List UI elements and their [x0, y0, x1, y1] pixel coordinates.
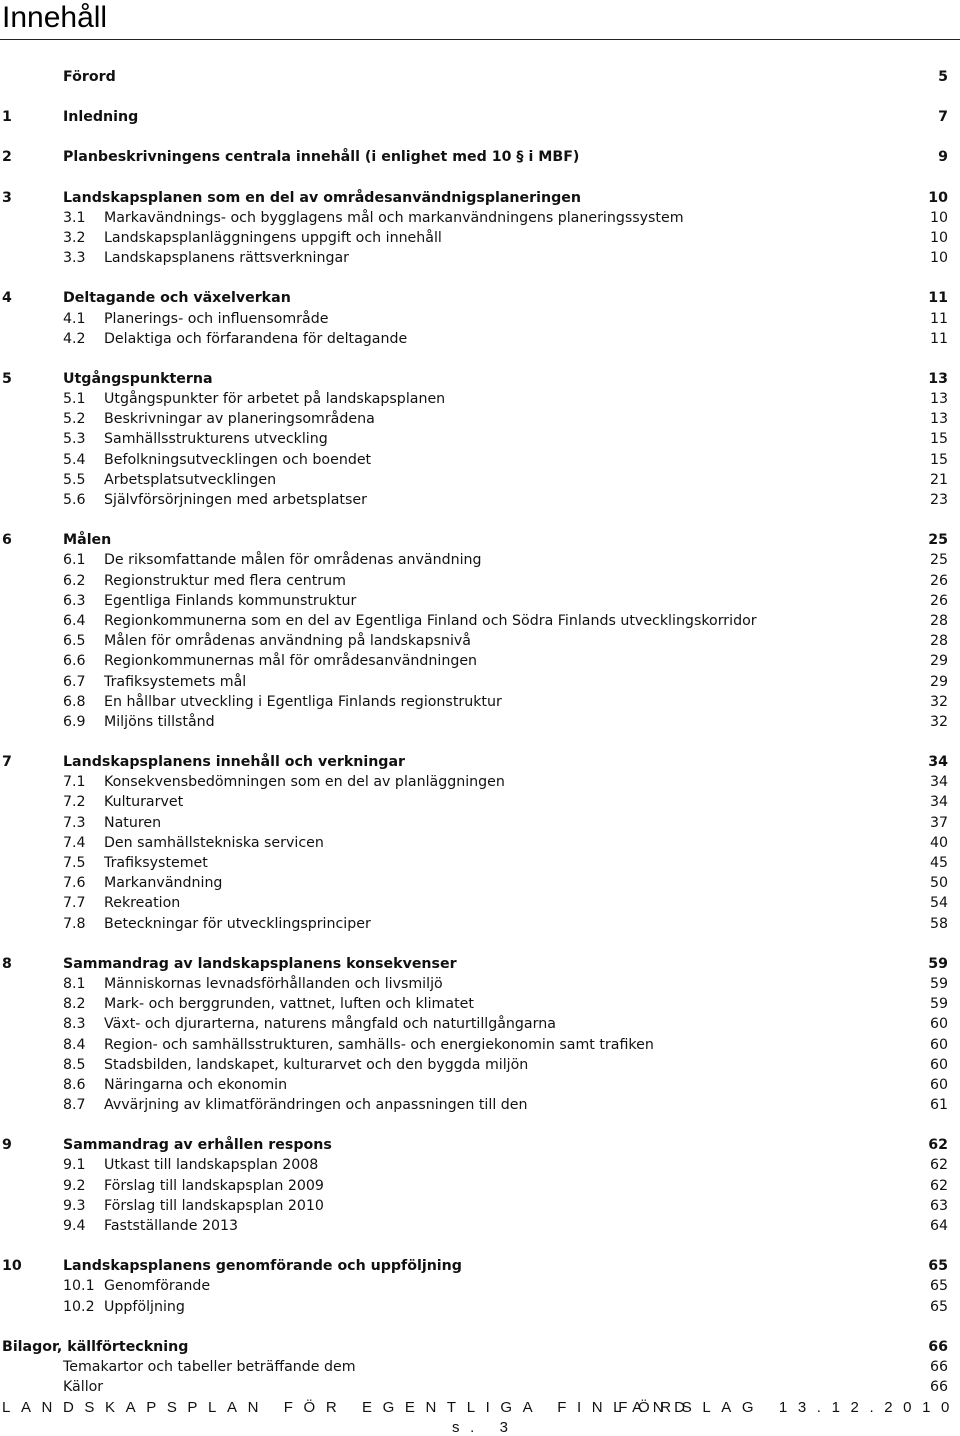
toc-entry-page: 66 — [928, 1338, 948, 1355]
toc-entry-title: Planbeskrivningens centrala innehåll (i enlighet med 10 § i MBF) — [63, 149, 580, 166]
toc-entry-title: Landskapsplanens rättsverkningar — [104, 250, 349, 267]
toc-entry-number: 6 — [2, 532, 12, 549]
toc-subsection-entry[interactable] — [0, 1014, 960, 1034]
toc-subsection-entry[interactable] — [0, 591, 960, 611]
toc-entry-title: Förslag till landskapsplan 2009 — [104, 1177, 324, 1194]
toc-chapter-entry[interactable] — [0, 147, 960, 167]
toc-subsection-entry[interactable] — [0, 550, 960, 570]
table-of-contents — [0, 67, 960, 1417]
toc-section — [0, 530, 960, 732]
toc-subsection-entry[interactable] — [0, 248, 960, 268]
toc-entry-title: Rekreation — [104, 895, 181, 912]
toc-entry-title: Markanvändning — [104, 875, 223, 892]
toc-entry-number: 9.2 — [63, 1177, 86, 1194]
toc-entry-title: Regionkommunernas mål för områdesanvändningen — [104, 653, 478, 670]
toc-entry-title: Naturen — [104, 814, 162, 831]
toc-entry-page: 13 — [929, 411, 948, 428]
toc-entry-title: En hållbar utveckling i Egentliga Finlands regionstruktur — [104, 693, 502, 710]
toc-subsection-entry[interactable] — [0, 651, 960, 671]
toc-entry-page: 26 — [929, 592, 948, 609]
toc-entry-number: 6.3 — [63, 592, 86, 609]
toc-entry-number: 3.2 — [63, 229, 86, 246]
toc-entry-page: 64 — [929, 1218, 948, 1234]
toc-entry-number: 5.1 — [63, 391, 86, 408]
toc-chapter-entry[interactable] — [0, 752, 960, 772]
toc-entry-title: Förslag till landskapsplan 2010 — [104, 1197, 324, 1214]
toc-entry-title: Landskapsplanläggningens uppgift och innehåll — [104, 229, 442, 246]
toc-subsection-entry[interactable] — [0, 429, 960, 449]
toc-chapter-entry[interactable] — [0, 1377, 960, 1397]
toc-subsection-entry[interactable] — [0, 450, 960, 470]
toc-section — [0, 1256, 960, 1317]
toc-entry-title: Förord — [63, 69, 116, 85]
toc-entry-title: Avvärjning av klimatförändringen och anpassningen till den — [104, 1097, 528, 1114]
toc-entry-page: 59 — [929, 996, 948, 1013]
toc-entry-number: 7 — [2, 754, 12, 771]
toc-subsection-entry[interactable] — [0, 309, 960, 329]
toc-section — [0, 288, 960, 349]
toc-entry-page: 10 — [929, 229, 948, 246]
page-title: Innehåll — [2, 1, 108, 34]
toc-section — [0, 67, 960, 87]
toc-entry-number: 6.1 — [63, 552, 86, 569]
toc-entry-number: 7.2 — [63, 794, 86, 811]
toc-entry-page: 11 — [929, 330, 948, 347]
toc-subsection-entry[interactable] — [0, 792, 960, 812]
toc-chapter-entry[interactable] — [0, 530, 960, 550]
toc-entry-page: 10 — [928, 189, 948, 206]
title-divider — [0, 39, 960, 40]
toc-subsection-entry[interactable] — [0, 1196, 960, 1216]
toc-subsection-entry[interactable] — [0, 712, 960, 732]
toc-entry-number: 6.9 — [63, 713, 86, 730]
toc-entry-number: 6.5 — [63, 633, 86, 650]
toc-subsection-entry[interactable] — [0, 994, 960, 1014]
toc-entry-title: Markavändnings- och bygglagens mål och markanvändningens planeringssystem — [104, 209, 684, 226]
toc-chapter-entry[interactable] — [0, 107, 960, 127]
toc-section — [0, 188, 960, 269]
toc-entry-title: Landskapsplanens innehåll och verkningar — [63, 754, 406, 771]
toc-entry-page: 28 — [929, 612, 948, 629]
toc-entry-page: 65 — [929, 1278, 948, 1295]
toc-entry-title: Befolkningsutvecklingen och boendet — [104, 451, 372, 468]
toc-subsection-entry[interactable] — [0, 490, 960, 510]
toc-entry-number: 4.1 — [63, 310, 86, 327]
toc-entry-title: Beteckningar för utvecklingsprinciper — [104, 915, 371, 932]
toc-entry-title: Samhällsstrukturens utveckling — [104, 431, 328, 448]
toc-entry-page: 9 — [938, 149, 948, 166]
toc-subsection-entry[interactable] — [0, 1276, 960, 1296]
toc-entry-page: 13 — [929, 391, 948, 408]
toc-entry-number: 10 — [2, 1258, 22, 1275]
toc-section — [0, 1337, 960, 1398]
toc-entry-number: 8.7 — [63, 1097, 86, 1114]
toc-entry-page: 50 — [929, 875, 948, 892]
toc-subsection-entry[interactable] — [0, 208, 960, 228]
toc-entry-number: 3.1 — [63, 209, 86, 226]
toc-entry-number: 5 — [2, 370, 12, 387]
toc-entry-page: 62 — [928, 1137, 948, 1154]
footer-page-number: s. 3 — [452, 1419, 519, 1436]
toc-entry-title: Konsekvensbedömningen som en del av planläggningen — [104, 774, 505, 791]
toc-entry-number: 7.7 — [63, 895, 86, 912]
toc-entry-number: 3.3 — [63, 250, 86, 267]
toc-entry-page: 54 — [929, 895, 948, 912]
toc-entry-page: 11 — [928, 290, 948, 307]
toc-entry-title: Genomförande — [104, 1278, 211, 1295]
toc-entry-number: 10.1 — [63, 1278, 95, 1295]
toc-entry-title: Region- och samhällsstrukturen, samhälls- och energiekonomin samt trafiken — [104, 1036, 654, 1053]
toc-section — [0, 147, 960, 167]
toc-entry-title: Stadsbilden, landskapet, kulturarvet och den byggda miljön — [104, 1056, 529, 1073]
toc-section — [0, 954, 960, 1116]
toc-entry-number: Bilagor, källförteckning — [2, 1338, 189, 1355]
footer-draft-date: FÖRSLAG 13.12.2010 — [618, 1399, 960, 1416]
toc-subsection-entry[interactable] — [0, 329, 960, 349]
toc-entry-title: Näringarna och ekonomin — [104, 1076, 288, 1093]
toc-entry-title: Människornas levnadsförhållanden och livsmiljö — [104, 975, 443, 992]
toc-entry-number: 5.4 — [63, 451, 86, 468]
toc-entry-page: 26 — [929, 572, 948, 589]
toc-entry-number: 6.8 — [63, 693, 86, 710]
toc-entry-page: 60 — [929, 1036, 948, 1053]
toc-entry-page: 59 — [929, 975, 948, 992]
toc-entry-page: 7 — [938, 109, 948, 126]
toc-subsection-entry[interactable] — [0, 1176, 960, 1196]
toc-entry-page: 28 — [929, 633, 948, 650]
toc-entry-number: 4.2 — [63, 330, 86, 347]
toc-entry-page: 34 — [929, 774, 948, 791]
toc-subsection-entry[interactable] — [0, 571, 960, 591]
toc-entry-number: 8.2 — [63, 996, 86, 1013]
toc-entry-page: 37 — [929, 814, 948, 831]
toc-entry-page: 29 — [929, 653, 948, 670]
toc-entry-title: Inledning — [63, 109, 139, 126]
toc-entry-number: 7.1 — [63, 774, 86, 791]
toc-entry-page: 10 — [929, 250, 948, 267]
toc-entry-page: 10 — [929, 209, 948, 226]
toc-entry-number: 4 — [2, 290, 12, 307]
toc-chapter-entry[interactable] — [0, 1135, 960, 1155]
toc-entry-page: 62 — [929, 1177, 948, 1194]
toc-subsection-entry[interactable] — [0, 672, 960, 692]
toc-entry-page: 29 — [929, 673, 948, 690]
toc-entry-title: Egentliga Finlands kommunstruktur — [104, 592, 357, 609]
toc-entry-number: 5.3 — [63, 431, 86, 448]
toc-entry-title: Planerings- och influensområde — [104, 310, 329, 327]
toc-entry-number: 7.3 — [63, 814, 86, 831]
toc-entry-title: Självförsörjningen med arbetsplatser — [104, 492, 367, 508]
toc-entry-number: 5.2 — [63, 411, 86, 428]
toc-subsection-entry[interactable] — [0, 974, 960, 994]
toc-entry-number: 1 — [2, 109, 12, 126]
toc-entry-number: 8.5 — [63, 1056, 86, 1073]
toc-chapter-entry[interactable] — [0, 188, 960, 208]
toc-entry-page: 63 — [929, 1197, 948, 1214]
toc-chapter-entry[interactable] — [0, 288, 960, 308]
toc-entry-number: 5.6 — [63, 492, 86, 508]
footer-publication: LANDSKAPSPLAN FÖR EGENTLIGA FINLAND — [2, 1399, 696, 1416]
toc-entry-number: 8.3 — [63, 1016, 86, 1033]
toc-entry-number: 6.7 — [63, 673, 86, 690]
toc-entry-number: 10.2 — [63, 1298, 95, 1315]
toc-entry-number: 2 — [2, 149, 12, 166]
toc-subsection-entry[interactable] — [0, 611, 960, 631]
toc-entry-page: 25 — [929, 552, 948, 569]
toc-entry-page: 59 — [928, 955, 948, 972]
toc-entry-number: 9.4 — [63, 1218, 86, 1234]
toc-entry-title: Mark- och berggrunden, vattnet, luften och klimatet — [104, 996, 474, 1013]
toc-entry-number: 9.1 — [63, 1157, 86, 1174]
toc-entry-number: 7.6 — [63, 875, 86, 892]
toc-entry-page: 65 — [929, 1298, 948, 1315]
toc-subsection-entry[interactable] — [0, 772, 960, 792]
toc-entry-title: Uppföljning — [104, 1298, 185, 1315]
toc-entry-page: 23 — [929, 492, 948, 508]
toc-section — [0, 107, 960, 127]
toc-subsection-entry[interactable] — [0, 1155, 960, 1175]
toc-entry-title: Landskapsplanens genomförande och uppföljning — [63, 1258, 462, 1275]
toc-entry-page: 58 — [929, 915, 948, 932]
toc-subsection-entry[interactable] — [0, 893, 960, 913]
toc-entry-number: 7.4 — [63, 834, 86, 851]
toc-entry-page: 60 — [929, 1076, 948, 1093]
toc-entry-page: 34 — [928, 754, 948, 771]
toc-entry-number: 6.6 — [63, 653, 86, 670]
toc-subsection-entry[interactable] — [0, 1297, 960, 1317]
toc-section — [0, 752, 960, 934]
toc-subsection-entry[interactable] — [0, 228, 960, 248]
toc-entry-page: 15 — [929, 431, 948, 448]
toc-entry-page: 25 — [928, 532, 948, 549]
toc-entry-title: Sammandrag av landskapsplanens konsekvenser — [63, 955, 457, 972]
toc-chapter-entry[interactable] — [0, 1357, 960, 1377]
toc-entry-title: Landskapsplanen som en del av områdesanvändnigsplaneringen — [63, 189, 581, 206]
toc-section — [0, 1135, 960, 1236]
toc-subsection-entry[interactable] — [0, 813, 960, 833]
toc-entry-title: Den samhällstekniska servicen — [104, 834, 324, 851]
toc-section — [0, 369, 960, 510]
toc-entry-number: 3 — [2, 189, 12, 206]
toc-entry-page: 66 — [929, 1379, 948, 1396]
toc-entry-page: 66 — [929, 1358, 948, 1375]
toc-subsection-entry[interactable] — [0, 833, 960, 853]
toc-entry-page: 32 — [929, 713, 948, 730]
toc-entry-title: Regionstruktur med flera centrum — [104, 572, 346, 589]
toc-entry-title: De riksomfattande målen för områdenas användning — [104, 552, 482, 569]
toc-entry-title: Fastställande 2013 — [104, 1218, 239, 1234]
toc-entry-title: Deltagande och växelverkan — [63, 290, 291, 307]
toc-entry-page: 5 — [938, 69, 948, 85]
toc-entry-number: 9.3 — [63, 1197, 86, 1214]
toc-entry-page: 60 — [929, 1016, 948, 1033]
toc-entry-page: 40 — [929, 834, 948, 851]
toc-entry-title: Utkast till landskapsplan 2008 — [104, 1157, 319, 1174]
toc-entry-page: 60 — [929, 1056, 948, 1073]
toc-entry-title: Målen för områdenas användning på landskapsnivå — [104, 633, 472, 650]
toc-entry-title: Sammandrag av erhållen respons — [63, 1137, 332, 1154]
toc-entry-page: 62 — [929, 1157, 948, 1174]
toc-subsection-entry[interactable] — [0, 873, 960, 893]
toc-chapter-entry[interactable] — [0, 1256, 960, 1276]
toc-chapter-entry[interactable] — [0, 369, 960, 389]
toc-subsection-entry[interactable] — [0, 914, 960, 934]
toc-subsection-entry[interactable] — [0, 1055, 960, 1075]
toc-entry-title: Växt- och djurarterna, naturens mångfald och naturtillgångarna — [104, 1016, 556, 1033]
toc-subsection-entry[interactable] — [0, 1095, 960, 1115]
toc-entry-title: Kulturarvet — [104, 794, 184, 811]
toc-subsection-entry[interactable] — [0, 1075, 960, 1095]
toc-entry-number: 9 — [2, 1137, 12, 1154]
toc-chapter-entry[interactable] — [0, 67, 960, 87]
toc-entry-title: Målen — [63, 532, 112, 549]
toc-subsection-entry[interactable] — [0, 692, 960, 712]
toc-entry-title: Beskrivningar av planeringsområdena — [104, 411, 375, 428]
toc-entry-page: 45 — [929, 855, 948, 871]
toc-entry-number: 6.2 — [63, 572, 86, 589]
toc-entry-page: 61 — [929, 1097, 948, 1114]
toc-subsection-entry[interactable] — [0, 631, 960, 651]
toc-entry-title: Utgångspunkter för arbetet på landskapsplanen — [104, 391, 446, 408]
toc-subsection-entry[interactable] — [0, 1035, 960, 1055]
toc-entry-number: 7.8 — [63, 915, 86, 932]
toc-entry-page: 34 — [929, 794, 948, 811]
toc-entry-number: 7.5 — [63, 855, 86, 871]
toc-subsection-entry[interactable] — [0, 389, 960, 409]
toc-entry-title: Arbetsplatsutvecklingen — [104, 471, 277, 488]
toc-entry-number: 8.6 — [63, 1076, 86, 1093]
toc-entry-title: Utgångspunkterna — [63, 370, 213, 387]
toc-entry-page: 65 — [928, 1258, 948, 1275]
toc-entry-page: 11 — [929, 310, 948, 327]
toc-entry-title: Temakartor och tabeller beträffande dem — [63, 1358, 356, 1375]
toc-entry-page: 21 — [929, 471, 948, 488]
toc-entry-title: Trafiksystemets mål — [104, 673, 247, 690]
toc-subsection-entry[interactable] — [0, 853, 960, 873]
toc-entry-title: Trafiksystemet — [104, 855, 208, 871]
toc-entry-number: 8.4 — [63, 1036, 86, 1053]
toc-entry-page: 13 — [928, 370, 948, 387]
toc-entry-page: 15 — [929, 451, 948, 468]
toc-chapter-entry[interactable] — [0, 1337, 960, 1357]
toc-entry-number: 8.1 — [63, 975, 86, 992]
toc-entry-number: 8 — [2, 955, 12, 972]
toc-entry-title: Regionkommunerna som en del av Egentliga Finland och Södra Finlands utvecklingskorridor — [104, 612, 757, 629]
toc-entry-page: 32 — [929, 693, 948, 710]
toc-entry-number: 6.4 — [63, 612, 86, 629]
toc-entry-title: Delaktiga och förfarandena för deltagande — [104, 330, 408, 347]
toc-subsection-entry[interactable] — [0, 470, 960, 490]
toc-chapter-entry[interactable] — [0, 954, 960, 974]
toc-entry-title: Källor — [63, 1379, 104, 1396]
toc-entry-number: 5.5 — [63, 471, 86, 488]
toc-entry-title: Miljöns tillstånd — [104, 713, 215, 730]
toc-subsection-entry[interactable] — [0, 409, 960, 429]
toc-subsection-entry[interactable] — [0, 1216, 960, 1236]
